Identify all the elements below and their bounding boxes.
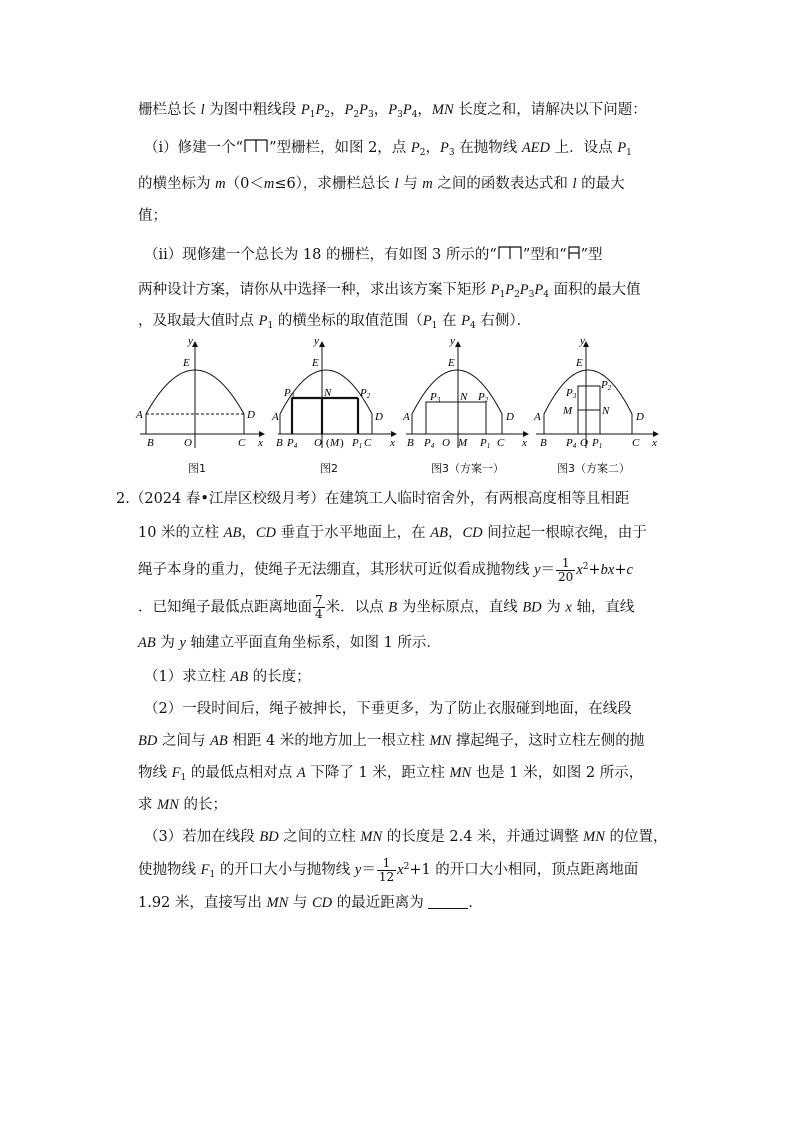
svg-text:B: B <box>407 437 414 449</box>
svg-text:C: C <box>497 437 505 449</box>
svg-text:E: E <box>576 357 583 369</box>
figure-1 <box>134 335 269 457</box>
svg-text:O: O <box>580 437 588 449</box>
figure-3-plan-2-caption: 图3（方案二） <box>557 462 630 475</box>
svg-text:x: x <box>522 437 527 449</box>
question-i-line3: 值； <box>138 208 167 224</box>
question-i-line1: （ⅰ）修建一个“ ”型栅栏，如图 2，点 $P_2$，$P_3$ 在抛物线 AED 上．设点 $P_1$ <box>144 140 632 158</box>
svg-text:P3: P3 <box>430 391 441 404</box>
svg-text:x: x <box>652 437 657 449</box>
svg-text:D: D <box>247 409 255 421</box>
svg-text:C: C <box>238 437 246 449</box>
svg-text:P1: P1 <box>592 437 603 450</box>
question-ii-line3: ，及取最大值时点 $P_1$ 的横坐标的取值范围（$P_1$ 在 $P_4$ 右侧）． <box>138 313 532 331</box>
svg-text:M: M <box>330 437 340 449</box>
svg-text:x: x <box>390 437 395 449</box>
svg-text:P3: P3 <box>566 387 577 400</box>
svg-text:E: E <box>183 357 190 369</box>
svg-text:D: D <box>636 411 644 423</box>
fence-shape-plan1-icon <box>497 247 523 263</box>
problem-2-q2-line2: BD 之间与 AB 相距 4 米的地方加上一根立柱 MN 撑起绳子，这时立柱左侧的抛 <box>138 733 645 749</box>
problem-2-q1: （1）求立柱 AB 的长度； <box>144 669 311 685</box>
svg-text:): ) <box>340 437 344 449</box>
svg-text:M: M <box>458 437 468 449</box>
question-ii-line1: （ⅱ）现修建一个总长为 18 的栅栏，有如图 3 所示的“ ”型和“ ”型 <box>144 247 603 263</box>
problem-2-line1: 2.（2024 春•江岸区校级月考）在建筑工人临时宿舍外，有两根高度相等且相距 <box>116 491 630 507</box>
svg-text:N: N <box>324 387 332 399</box>
problem-2-line2: 10 米的立柱 AB，CD 垂直于水平地面上，在 AB，CD 间拉起一根晾衣绳，由于 <box>138 525 647 541</box>
figure-3-plan-1 <box>402 335 537 457</box>
figure-3-plan-2 <box>534 335 664 457</box>
svg-text:M: M <box>563 405 573 417</box>
svg-text:P1: P1 <box>480 437 491 450</box>
question-i-line2: 的横坐标为 m（0＜m≤6），求栅栏总长 l 与 m 之间的函数表达式和 l 的最大 <box>138 176 625 192</box>
svg-text:y: y <box>314 335 319 347</box>
svg-text:A: A <box>403 411 410 423</box>
text-line: 栅栏总长 l 为图中粗线段 $P_1P_2$，$P_2P_3$，$P_3P_4$，MN 长度之和，请解决以下问题： <box>138 102 647 120</box>
figure-3-plan-1-caption: 图3（方案一） <box>431 462 504 475</box>
svg-text:P1: P1 <box>352 437 363 450</box>
svg-text:D: D <box>506 411 514 423</box>
problem-2-q2-line1: （2）一段时间后，绳子被抻长，下垂更多，为了防止衣服碰到地面，在线段 <box>144 701 632 717</box>
svg-text:O: O <box>314 437 322 449</box>
svg-text:B: B <box>147 437 154 449</box>
svg-text:C: C <box>364 437 372 449</box>
svg-text:B: B <box>276 437 283 449</box>
figure-2 <box>272 335 407 457</box>
svg-text:y: y <box>450 335 455 347</box>
figure-1-caption: 图1 <box>188 462 206 475</box>
svg-text:C: C <box>632 437 640 449</box>
svg-text:E: E <box>312 357 319 369</box>
svg-text:(: ( <box>326 437 330 449</box>
fence-shape-icon <box>243 140 269 156</box>
svg-text:O: O <box>184 437 192 449</box>
problem-2-line4: ．已知绳子最低点距离地面 $\frac{7}{4}$ 米．以点 B 为坐标原点，直线 BD 为 x 轴，直线 <box>138 593 635 621</box>
svg-text:A: A <box>534 411 541 423</box>
svg-text:P3: P3 <box>284 387 295 400</box>
svg-text:N: N <box>460 391 468 403</box>
svg-text:E: E <box>448 357 455 369</box>
svg-text:N: N <box>602 405 610 417</box>
svg-text:A: A <box>272 411 279 423</box>
svg-text:P4: P4 <box>287 437 298 450</box>
problem-2-line5: AB 为 y 轴建立平面直角坐标系，如图 1 所示． <box>138 635 441 651</box>
problem-2-line3: 绳子本身的重力，使绳子无法绷直，其形状可近似看成抛物线 y＝ $\frac{1}{20}$ $x^2+bx+c$ <box>138 555 633 584</box>
answer-blank[interactable] <box>428 894 468 909</box>
svg-text:P4: P4 <box>424 437 435 450</box>
svg-text:P4: P4 <box>566 437 577 450</box>
problem-2-q3-line3: 1.92 米，直接写出 MN 与 CD 的最近距离为 ． <box>138 895 483 911</box>
svg-text:P2: P2 <box>601 379 612 392</box>
problem-2-q3-line2: 使抛物线 $F_1$ 的开口大小与抛物线 y＝ $\frac{1}{12}$ $x^2+1$ 的开口大小相同，顶点距离地面 <box>138 855 639 884</box>
svg-text:y: y <box>580 335 585 347</box>
problem-2-q3-line1: （3）若加在线段 BD 之间的立柱 MN 的长度是 2.4 米，并通过调整 MN 的位置， <box>144 829 668 845</box>
svg-text:D: D <box>375 411 383 423</box>
svg-text:B: B <box>540 437 547 449</box>
figure-2-caption: 图2 <box>320 462 338 475</box>
problem-2-q2-line3: 物线 $F_1$ 的最低点相对点 A 下降了 1 米，距立柱 MN 也是 1 米，如图 2 所示， <box>138 765 644 783</box>
svg-text:x: x <box>258 437 263 449</box>
svg-text:y: y <box>188 335 193 347</box>
question-ii-line2: 两种设计方案，请你从中选择一种，求出该方案下矩形 $P_1P_2P_3P_4$ 面积的最大值 <box>138 282 641 300</box>
svg-text:A: A <box>136 409 143 421</box>
fence-shape-plan2-icon <box>567 247 581 263</box>
svg-text:P2: P2 <box>360 387 371 400</box>
svg-text:O: O <box>442 437 450 449</box>
svg-text:P2: P2 <box>478 391 489 404</box>
problem-2-q2-line4: 求 MN 的长； <box>138 797 227 813</box>
